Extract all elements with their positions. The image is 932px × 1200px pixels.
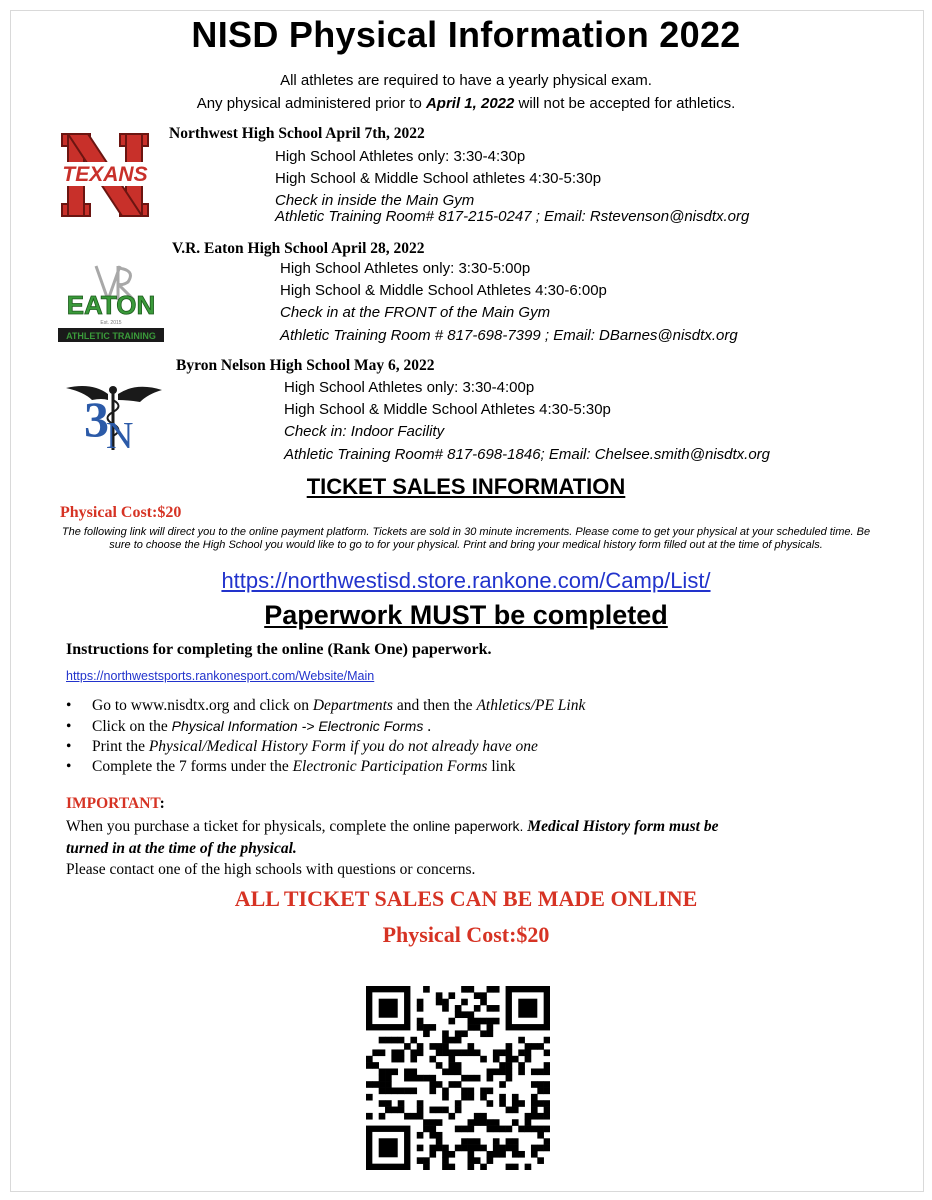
nelson-contact: Athletic Training Room# 817-698-1846; Email: Chelsee.smith@nisdtx.org — [284, 446, 771, 463]
physical-cost-bottom: Physical Cost:$20 — [382, 922, 550, 947]
eaton-logo-subtext: ATHLETIC TRAINING — [66, 331, 156, 341]
nelson-hs-time: High School Athletes only: 3:30-4:00p — [284, 379, 535, 396]
nelson-logo-n: N — [106, 415, 134, 452]
payment-instructions: The following link will direct you to the online payment platform. Tickets are sold in 30 minute increments. Please come to get your physical at your scheduled time. Be sure to choose the High School you would like to go to for your physical. Print and bring your medical history form filled out at the time of physicals. — [61, 526, 871, 551]
eaton-logo-text: EATON — [66, 290, 156, 320]
bullet-item-2: • Click on the Physical Information -> Electronic Forms . — [66, 718, 432, 735]
physical-cost-label: Physical Cost:$20 — [60, 504, 182, 521]
eaton-athletic-training-logo — [56, 260, 166, 346]
northwest-checkin: Check in inside the Main Gym — [275, 192, 475, 209]
texans-logo-text: TEXANS — [62, 163, 148, 186]
eaton-contact: Athletic Training Room # 817-698-7399 ; Email: DBarnes@nisdtx.org — [280, 327, 738, 344]
eaton-checkin: Check in at the FRONT of the Main Gym — [280, 304, 551, 321]
northwest-ms-time: High School & Middle School athletes 4:30-5:30p — [275, 170, 602, 187]
ticket-sales-heading: TICKET SALES INFORMATION — [306, 474, 626, 499]
bullet-item-4: • Complete the 7 forms under the Electronic Participation Forms link — [66, 758, 516, 775]
rankone-link[interactable]: https://northwestsports.rankonesport.com/Website/Main — [66, 669, 375, 683]
important-line-3: Please contact one of the high schools with questions or concerns. — [66, 861, 476, 878]
byron-nelson-logo — [62, 380, 166, 452]
eaton-logo-est: Est. 2015 — [100, 320, 122, 326]
nelson-checkin: Check in: Indoor Facility — [284, 423, 445, 440]
school-heading-byron-nelson: Byron Nelson High School May 6, 2022 — [176, 357, 435, 374]
eaton-hs-time: High School Athletes only: 3:30-5:00p — [280, 260, 531, 277]
store-link[interactable]: https://northwestisd.store.rankone.com/Camp/List/ — [221, 568, 711, 593]
instructions-heading: Instructions for completing the online (Rank One) paperwork. — [66, 641, 492, 658]
northwest-contact: Athletic Training Room# 817-215-0247 ; Email: Rstevenson@nisdtx.org — [275, 208, 750, 225]
school-heading-eaton: V.R. Eaton High School April 28, 2022 — [172, 240, 425, 257]
nelson-ms-time: High School & Middle School Athletes 4:30-5:30p — [284, 401, 611, 418]
page-title: NISD Physical Information 2022 — [191, 14, 741, 55]
paperwork-heading: Paperwork MUST be completed — [264, 600, 668, 630]
important-line-2: turned in at the time of the physical. — [66, 840, 297, 857]
eaton-ms-time: High School & Middle School Athletes 4:30-6:00p — [280, 282, 607, 299]
texans-logo — [58, 132, 152, 218]
online-sales-banner: ALL TICKET SALES CAN BE MADE ONLINE — [234, 886, 698, 911]
bullet-item-3: • Print the Physical/Medical History Form if you do not already have one — [66, 738, 538, 755]
important-line-1: When you purchase a ticket for physicals, complete the online paperwork. Medical History form must be — [66, 818, 719, 835]
nelson-logo-b: 3 — [84, 391, 109, 447]
school-heading-northwest: Northwest High School April 7th, 2022 — [169, 125, 425, 142]
bullet-item-1: • Go to www.nisdtx.org and click on Departments and then the Athletics/PE Link — [66, 697, 586, 714]
intro-line-1: All athletes are required to have a yearly physical exam. — [280, 72, 652, 89]
important-label: IMPORTANT: — [66, 795, 165, 812]
qr-code[interactable] — [366, 986, 550, 1170]
northwest-hs-time: High School Athletes only: 3:30-4:30p — [275, 148, 526, 165]
intro-line-2: Any physical administered prior to April 1, 2022 will not be accepted for athletics. — [196, 95, 736, 112]
